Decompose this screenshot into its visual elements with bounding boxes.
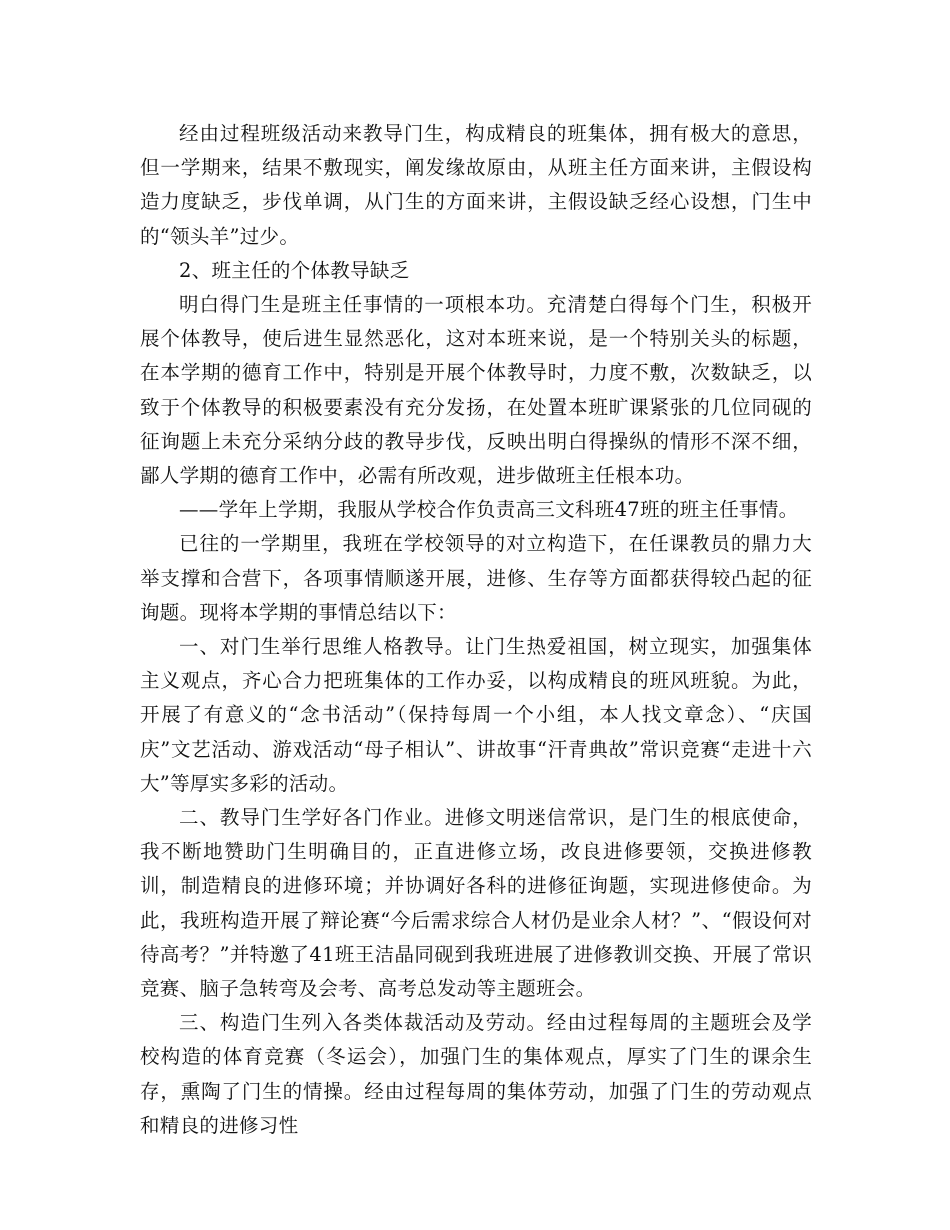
paragraph-activities-summary: 经由过程班级活动来教导门生，构成精良的班集体，拥有极大的意思，但一学期来，结果不敷现实，阐发缘故原由，从班主任方面来讲，主假设构造力度缺乏，步伐单调，从门生的方面来讲，主假设缺乏经心设想，门生中的“领头羊”过少。 xyxy=(140,122,812,248)
paragraph-sports-labor: 三、构造门生列入各类体裁活动及劳动。经由过程每周的主题班会及学校构造的体育竞赛（冬运会），加强门生的集体观点，厚实了门生的课余生存，熏陶了门生的情操。经由过程每周的集体劳动，加强了门生的劳动观点和精良的进修习性 xyxy=(140,1011,812,1137)
paragraph-individual-guidance: 明白得门生是班主任事情的一项根本功。充清楚白得每个门生，积极开展个体教导，使后进生显然恶化，这对本班来说，是一个特别关头的标题，在本学期的德育工作中，特别是开展个体教导时，力度不敷，次数缺乏，以致于个体教导的积极要素没有充分发扬，在处置本班旷课紧张的几位同砚的征询题上未充分采纳分歧的教导步伐，反映出明白得操纵的情形不深不细，鄙人学期的德育工作中，必需有所改观，进步做班主任根本功。 xyxy=(140,293,812,488)
paragraph-semester-overview: 已往的一学期里，我班在学校领导的对立构造下，在任课教员的鼎力大举支撑和合营下，各项事情顺遂开展，进修、生存等方面都获得较凸起的征询题。现将本学期的事情总结以下： xyxy=(140,532,812,624)
document-body xyxy=(140,117,812,1143)
paragraph-semester-intro: ——学年上学期，我服从学校合作负责高三文科班47班的班主任事情。 xyxy=(179,498,799,522)
paragraph-study-guidance: 二、教导门生学好各门作业。进修文明迷信常识，是门生的根底使命，我不断地赞助门生明确目的，正直进修立场，改良进修要领，交换进修教训，制造精良的进修环境；并协调好各科的进修征询题，实现进修使命。为此，我班构造开展了辩论赛“今后需求综合人材仍是业余人材？”、“假设何对待高考？”并特邀了41班王洁晶同砚到我班进展了进修教训交换、开展了常识竞赛、脑子急转弯及会考、高考总发动等主题班会。 xyxy=(140,806,812,1001)
section-heading-individual-guidance: 2、班主任的个体教导缺乏 xyxy=(179,258,410,282)
paragraph-moral-education: 一、对门生举行思维人格教导。让门生热爱祖国，树立现实，加强集体主义观点，齐心合力把班集体的工作办妥，以构成精良的班风班貌。为此，开展了有意义的“念书活动”（保持每周一个小组，本人找文章念）、“庆国庆”文艺活动、游戏活动“母子相认”、讲故事“汗青典故”常识竞赛“走进十六大”等厚实多彩的活动。 xyxy=(140,635,812,795)
